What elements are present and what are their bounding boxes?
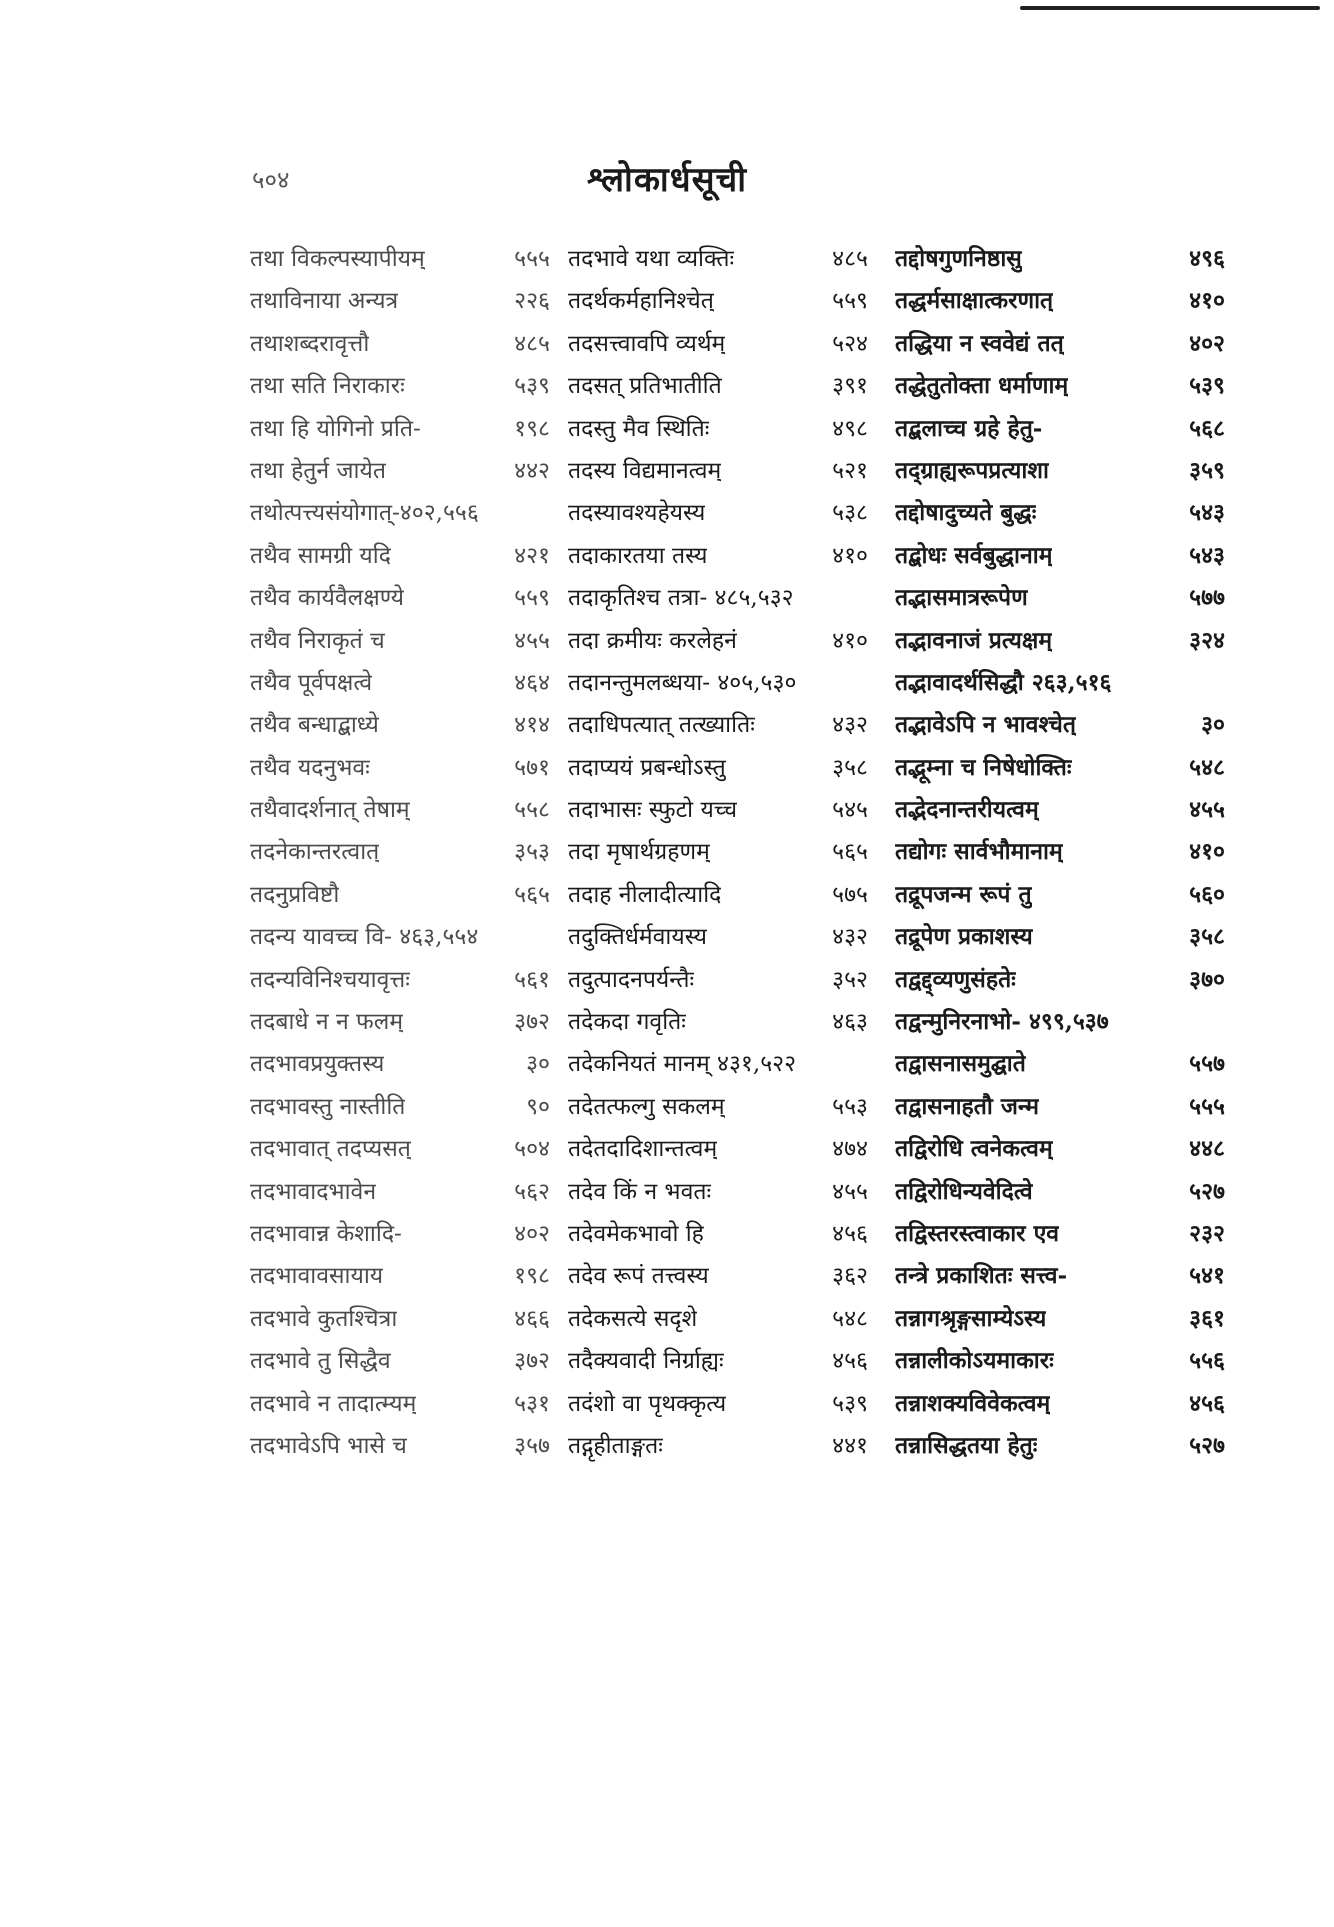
index-entry: [895, 1001, 1225, 1043]
entry-page-number: ५४८: [1189, 753, 1225, 781]
entry-text: तदनेकान्तरत्वात्: [250, 839, 380, 866]
entry-text: तन्नाशक्यविवेकत्वम्: [895, 1389, 1051, 1417]
entry-text: तदाभासः स्फुटो यच्च: [568, 797, 738, 824]
index-entry: [568, 1340, 868, 1382]
entry-page-number: ५६५: [832, 839, 868, 866]
index-entry: [568, 365, 868, 407]
index-entry: [895, 1298, 1225, 1340]
index-entry: [895, 831, 1225, 873]
entry-page-number: ३७२: [514, 1009, 550, 1036]
index-entry: [568, 620, 868, 662]
entry-page-number: ५४५: [832, 797, 868, 824]
index-entry: [568, 1255, 868, 1297]
index-entry: [250, 620, 550, 662]
index-entry: [250, 323, 550, 365]
entry-page-number: ५६१: [514, 966, 550, 993]
index-entry: [250, 1255, 550, 1297]
entry-text: तथैव निराकृतं च: [250, 627, 385, 654]
entry-text: तथैव बन्धाद्बाध्ये: [250, 712, 379, 739]
entry-text: तदस्य विद्यमानत्वम्: [568, 457, 722, 484]
index-entry: [568, 1425, 868, 1467]
index-entry: [250, 577, 550, 619]
index-entry: [250, 704, 550, 746]
entry-page-number: ५६८: [1189, 414, 1225, 442]
entry-page-number: ४९८: [832, 415, 868, 442]
index-entry: [250, 280, 550, 322]
entry-text: तद्भासमात्ररूपेण: [895, 584, 1028, 612]
entry-page-number: ३२४: [1189, 626, 1225, 654]
entry-text: तद्योगः सार्वभौमानाम्: [895, 838, 1063, 866]
entry-page-number: ४८५: [832, 246, 868, 272]
index-entry: [250, 831, 550, 873]
index-entry: [250, 1340, 550, 1382]
index-entry: [568, 704, 868, 746]
index-entry: [250, 1043, 550, 1085]
entry-text: तथैव पूर्वपक्षत्वे: [250, 669, 373, 696]
entry-page-number: ४३२: [832, 924, 868, 951]
entry-page-number: ४४२: [514, 457, 550, 484]
index-entry: [568, 662, 868, 704]
entry-page-number: ३०: [526, 1051, 550, 1078]
entry-page-number: ५४३: [1189, 541, 1225, 569]
entry-page-number: ४४१: [832, 1432, 868, 1459]
entry-text: तद्वद्द्व्यणुसंहतेः: [895, 965, 1016, 993]
index-entry: [250, 1001, 550, 1043]
index-entry: [895, 577, 1225, 619]
entry-text: तन्त्रे प्रकाशितः सत्त्व-: [895, 1262, 1068, 1290]
index-entry: [250, 747, 550, 789]
entry-text: तद्विरोधि त्वनेकत्वम्: [895, 1135, 1053, 1163]
index-entry: [568, 492, 868, 534]
entry-text: तथाशब्दरावृत्तौ: [250, 330, 370, 357]
entry-text: तदभावे न तादात्म्यम्: [250, 1390, 417, 1417]
entry-page-number: ५५६: [1189, 1347, 1225, 1375]
entry-page-number: ३७०: [1189, 965, 1225, 993]
entry-text: तदेव किं न भवतः: [568, 1178, 712, 1205]
entry-page-number: ४९६: [1189, 245, 1225, 272]
entry-text: तदनुप्रविष्टौ: [250, 881, 340, 908]
index-entry: [895, 1043, 1225, 1085]
entry-page-number: ४५६: [1189, 1389, 1225, 1417]
index-entry: [895, 789, 1225, 831]
entry-text: तदन्यविनिश्चयावृत्तः: [250, 966, 410, 993]
index-entry: [250, 238, 550, 280]
entry-text: तदेव रूपं तत्त्वस्य: [568, 1263, 709, 1290]
index-entry: [250, 1383, 550, 1425]
index-entry: [250, 662, 550, 704]
index-entry: [250, 916, 550, 958]
index-entry: [250, 492, 550, 534]
index-entry: [250, 874, 550, 916]
entry-text: तद्वासनासमुद्घाते: [895, 1050, 1026, 1078]
index-entry: [568, 450, 868, 492]
index-entry: [895, 620, 1225, 662]
entry-text: तदा क्रमीयः करलेहनं: [568, 627, 737, 654]
entry-text: तदबाधे न न फलम्: [250, 1009, 404, 1036]
entry-text: तदभावस्तु नास्तीति: [250, 1093, 406, 1120]
entry-page-number: ४५५: [514, 627, 550, 654]
entry-text: तथैव कार्यवैलक्षण्ये: [250, 585, 405, 612]
index-entry: [250, 1298, 550, 1340]
entry-page-number: ५७७: [1189, 584, 1225, 612]
index-entry: [568, 1213, 868, 1255]
entry-text: तन्नासिद्धतया हेतुः: [895, 1431, 1038, 1459]
page-number: ५०४: [252, 166, 290, 194]
entry-page-number: ५०४: [514, 1136, 550, 1163]
entry-page-number: ४१४: [514, 712, 550, 739]
index-entry: [895, 662, 1225, 704]
entry-text: तदन्य यावच्च वि- ४६३,५५४: [250, 924, 479, 951]
index-entry: [895, 1340, 1225, 1382]
entry-text: तद्विरोधिन्यवेदित्वे: [895, 1177, 1033, 1205]
entry-page-number: ५५५: [514, 246, 550, 272]
entry-text: तदुक्तिर्धर्मवायस्य: [568, 924, 707, 951]
entry-text: तद्भूम्ना च निषेधोक्तिः: [895, 753, 1072, 781]
entry-text: तदुत्पादनपर्यन्तैः: [568, 966, 695, 993]
entry-text: तद्बोधः सर्वबुद्धानाम्: [895, 541, 1053, 569]
entry-text: तथैव यदनुभवः: [250, 754, 370, 781]
index-entry: [568, 789, 868, 831]
entry-page-number: ४६६: [514, 1305, 550, 1332]
entry-text: तथा हेतुर्न जायेत: [250, 457, 386, 484]
index-entry: [250, 408, 550, 450]
index-column-1: [250, 238, 550, 1467]
entry-text: तदानन्तुमलब्धया- ४०५,५३०: [568, 669, 797, 696]
index-entry: [568, 535, 868, 577]
entry-text: तथाविनाया अन्यत्र: [250, 288, 399, 315]
entry-page-number: ५६५: [514, 881, 550, 908]
entry-text: तद्धर्मसाक्षात्करणात्: [895, 287, 1054, 315]
index-entry: [895, 492, 1225, 534]
entry-text: तद्वासनाहतौ जन्म: [895, 1092, 1039, 1120]
entry-page-number: ५७५: [832, 881, 868, 908]
index-entry: [250, 789, 550, 831]
index-entry: [250, 1128, 550, 1170]
entry-text: तद्गृहीताङ्गतः: [568, 1432, 663, 1459]
entry-page-number: ३०: [1201, 711, 1225, 739]
entry-page-number: ४१०: [832, 542, 868, 569]
index-entry: [568, 1001, 868, 1043]
index-entry: [568, 747, 868, 789]
index-entry: [568, 831, 868, 873]
entry-page-number: ५२४: [832, 330, 868, 357]
entry-page-number: ३५७: [514, 1432, 550, 1459]
index-entry: [250, 535, 550, 577]
entry-page-number: ३५३: [514, 839, 550, 866]
entry-text: तथा सति निराकारः: [250, 373, 405, 400]
entry-page-number: ५३१: [514, 1390, 550, 1417]
index-entry: [895, 280, 1225, 322]
page-title: श्लोकार्धसूची: [586, 160, 748, 200]
index-column-3: [895, 238, 1225, 1467]
index-entry: [895, 959, 1225, 1001]
entry-page-number: ३६२: [832, 1263, 868, 1290]
index-entry: [250, 450, 550, 492]
entry-text: तदभावेऽपि भासे च: [250, 1432, 407, 1459]
index-entry: [250, 1171, 550, 1213]
entry-page-number: ३५८: [1189, 923, 1225, 951]
entry-text: तथैव सामग्री यदि: [250, 542, 391, 569]
index-entry: [895, 916, 1225, 958]
entry-page-number: ५३८: [832, 500, 868, 527]
entry-text: तदभावप्रयुक्तस्य: [250, 1051, 385, 1078]
entry-page-number: ५४३: [1189, 499, 1225, 527]
entry-text: तद्भावेऽपि न भावश्चेत्: [895, 711, 1076, 739]
entry-page-number: ४१०: [832, 627, 868, 654]
index-entry: [250, 365, 550, 407]
entry-text: तन्नालीकोऽयमाकारः: [895, 1347, 1054, 1375]
index-entry: [568, 959, 868, 1001]
entry-page-number: ९०: [526, 1093, 550, 1120]
index-entry: [895, 365, 1225, 407]
entry-page-number: ५२७: [1189, 1177, 1225, 1205]
entry-text: तदभावे तु सिद्धैव: [250, 1348, 391, 1375]
entry-text: तदभावात् तदप्यसत्: [250, 1136, 411, 1163]
entry-page-number: ४४८: [1189, 1135, 1225, 1163]
entry-text: तद्दोषगुणनिष्ठासु: [895, 245, 1022, 272]
entry-page-number: ५६०: [1189, 880, 1225, 908]
index-entry: [895, 323, 1225, 365]
entry-text: तद्ग्राह्यरूपप्रत्याशा: [895, 456, 1049, 484]
entry-text: तद्भेदनान्तरीयत्वम्: [895, 796, 1039, 824]
entry-text: तद्भावनाजं प्रत्यक्षम्: [895, 626, 1053, 654]
index-entry: [895, 408, 1225, 450]
index-entry: [568, 323, 868, 365]
entry-page-number: ४५६: [832, 1348, 868, 1375]
entry-text: तदाप्ययं प्रबन्धोऽस्तु: [568, 754, 726, 781]
index-entry: [568, 874, 868, 916]
index-entry: [895, 1086, 1225, 1128]
entry-text: तदेकसत्ये सदृशे: [568, 1305, 698, 1332]
entry-text: तदेतदादिशान्तत्वम्: [568, 1136, 718, 1163]
index-entry: [568, 577, 868, 619]
entry-text: तदेकदा गवृतिः: [568, 1009, 686, 1036]
entry-text: तदसत्त्वावपि व्यर्थम्: [568, 330, 726, 357]
entry-page-number: ५४१: [1189, 1262, 1225, 1290]
entry-page-number: ५५८: [514, 797, 550, 824]
entry-text: तदा मृषार्थग्रहणम्: [568, 839, 710, 866]
entry-text: तदर्थकर्महानिश्चेत्: [568, 288, 714, 315]
entry-page-number: ५२७: [1189, 1431, 1225, 1459]
entry-page-number: ५३९: [514, 373, 550, 400]
index-entry: [895, 238, 1225, 280]
entry-page-number: ५४८: [832, 1305, 868, 1332]
entry-page-number: ४१०: [1189, 287, 1225, 315]
entry-page-number: ४०२: [514, 1220, 550, 1247]
entry-page-number: २३२: [1189, 1219, 1225, 1247]
entry-page-number: २२६: [514, 288, 550, 315]
entry-page-number: ५२१: [832, 457, 868, 484]
entry-text: तदभावादभावेन: [250, 1178, 377, 1205]
entry-text: तदाह नीलादीत्यादि: [568, 881, 722, 908]
index-entry: [895, 450, 1225, 492]
entry-text: तदेवमेकभावो हि: [568, 1220, 704, 1247]
entry-text: तथा हि योगिनो प्रति-: [250, 415, 421, 442]
entry-text: तदस्यावश्यहेयस्य: [568, 500, 706, 527]
entry-text: तदाकृतिश्च तत्रा- ४८५,५३२: [568, 585, 794, 612]
entry-page-number: ४५५: [832, 1178, 868, 1205]
top-rule: [1020, 6, 1320, 10]
entry-text: तदाकारतया तस्य: [568, 542, 708, 569]
index-entry: [895, 704, 1225, 746]
entry-text: तद्धिया न स्ववेद्यं तत्: [895, 329, 1064, 357]
entry-text: तद्दोषादुच्यते बुद्धः: [895, 499, 1037, 527]
entry-text: तदभावे कुतश्चित्रा: [250, 1305, 398, 1332]
index-entry: [895, 874, 1225, 916]
entry-page-number: ५५३: [832, 1093, 868, 1120]
entry-text: तदैक्यवादी निर्ग्राह्यः: [568, 1348, 724, 1375]
index-entry: [568, 916, 868, 958]
entry-page-number: ४८५: [514, 330, 550, 357]
entry-page-number: ५५९: [514, 585, 550, 612]
entry-page-number: १९८: [514, 415, 550, 442]
index-entry: [568, 280, 868, 322]
entry-text: तद्बलाच्च ग्रहे हेतु-: [895, 414, 1043, 442]
entry-page-number: ३५२: [832, 966, 868, 993]
entry-page-number: ५५५: [1189, 1092, 1225, 1120]
index-entry: [895, 1128, 1225, 1170]
index-entry: [568, 1086, 868, 1128]
entry-text: तद्रूपेण प्रकाशस्य: [895, 923, 1033, 951]
entry-page-number: ५६२: [514, 1178, 550, 1205]
entry-page-number: ५३९: [832, 1390, 868, 1417]
entry-page-number: ३५९: [1189, 456, 1225, 484]
entry-page-number: ४७४: [832, 1136, 868, 1163]
entry-text: तद्धेतुतोक्ता धर्माणाम्: [895, 372, 1069, 400]
index-entry: [895, 1213, 1225, 1255]
index-entry: [895, 1255, 1225, 1297]
index-entry: [568, 1383, 868, 1425]
entry-text: तन्नागश्रृङ्गसाम्येऽस्य: [895, 1304, 1047, 1332]
entry-page-number: ४६४: [514, 669, 550, 696]
index-entry: [568, 408, 868, 450]
index-entry: [568, 1298, 868, 1340]
entry-page-number: ३७२: [514, 1348, 550, 1375]
index-entry: [568, 1128, 868, 1170]
index-entry: [250, 1086, 550, 1128]
index-entry: [895, 747, 1225, 789]
entry-page-number: ४५६: [832, 1220, 868, 1247]
entry-text: तदंशो वा पृथक्कृत्य: [568, 1390, 727, 1417]
entry-page-number: ३९१: [832, 373, 868, 400]
index-entry: [250, 1213, 550, 1255]
index-entry: [895, 1171, 1225, 1213]
entry-page-number: ४०२: [1189, 329, 1225, 357]
entry-page-number: ५३९: [1189, 372, 1225, 400]
entry-text: तदभावावसायाय: [250, 1263, 384, 1290]
index-entry: [568, 238, 868, 280]
index-entry: [250, 959, 550, 1001]
entry-text: तद्वन्मुनिरनाभो- ४९९,५३७: [895, 1008, 1109, 1036]
entry-text: तथैवादर्शनात् तेषाम्: [250, 797, 410, 824]
entry-text: तदसत् प्रतिभातीति: [568, 373, 722, 400]
index-column-2: [568, 238, 868, 1467]
entry-text: तद्विस्तरस्त्वाकार एव: [895, 1219, 1060, 1247]
entry-page-number: ५५९: [832, 288, 868, 315]
entry-page-number: ३६१: [1189, 1304, 1225, 1332]
entry-page-number: ५५७: [1189, 1050, 1225, 1078]
entry-text: तदभावे यथा व्यक्तिः: [568, 246, 735, 272]
entry-page-number: १९८: [514, 1263, 550, 1290]
entry-page-number: ४६३: [832, 1009, 868, 1036]
entry-text: तथोत्पत्त्यसंयोगात्-४०२,५५६: [250, 500, 479, 527]
index-entry: [895, 1425, 1225, 1467]
entry-text: तदस्तु मैव स्थितिः: [568, 415, 710, 442]
entry-page-number: ४३२: [832, 712, 868, 739]
entry-page-number: ३५८: [832, 754, 868, 781]
entry-text: तथा विकल्पस्यापीयम्: [250, 246, 425, 272]
entry-text: तदाधिपत्यात् तत्ख्यातिः: [568, 712, 755, 739]
index-entry: [568, 1171, 868, 1213]
entry-text: तदेकनियतं मानम् ४३१,५२२: [568, 1051, 797, 1078]
index-entry: [250, 1425, 550, 1467]
entry-text: तद्रूपजन्म रूपं तु: [895, 880, 1032, 908]
index-entry: [895, 1383, 1225, 1425]
entry-text: तद्भावादर्थसिद्धौ २६३,५१६: [895, 668, 1112, 696]
entry-page-number: ४१०: [1189, 838, 1225, 866]
entry-text: तदभावान्न केशादि-: [250, 1220, 402, 1247]
index-entry: [568, 1043, 868, 1085]
entry-page-number: ५७१: [514, 754, 550, 781]
entry-page-number: ४२१: [514, 542, 550, 569]
entry-text: तदेतत्फल्गु सकलम्: [568, 1093, 725, 1120]
entry-page-number: ४५५: [1189, 796, 1225, 824]
index-entry: [895, 535, 1225, 577]
